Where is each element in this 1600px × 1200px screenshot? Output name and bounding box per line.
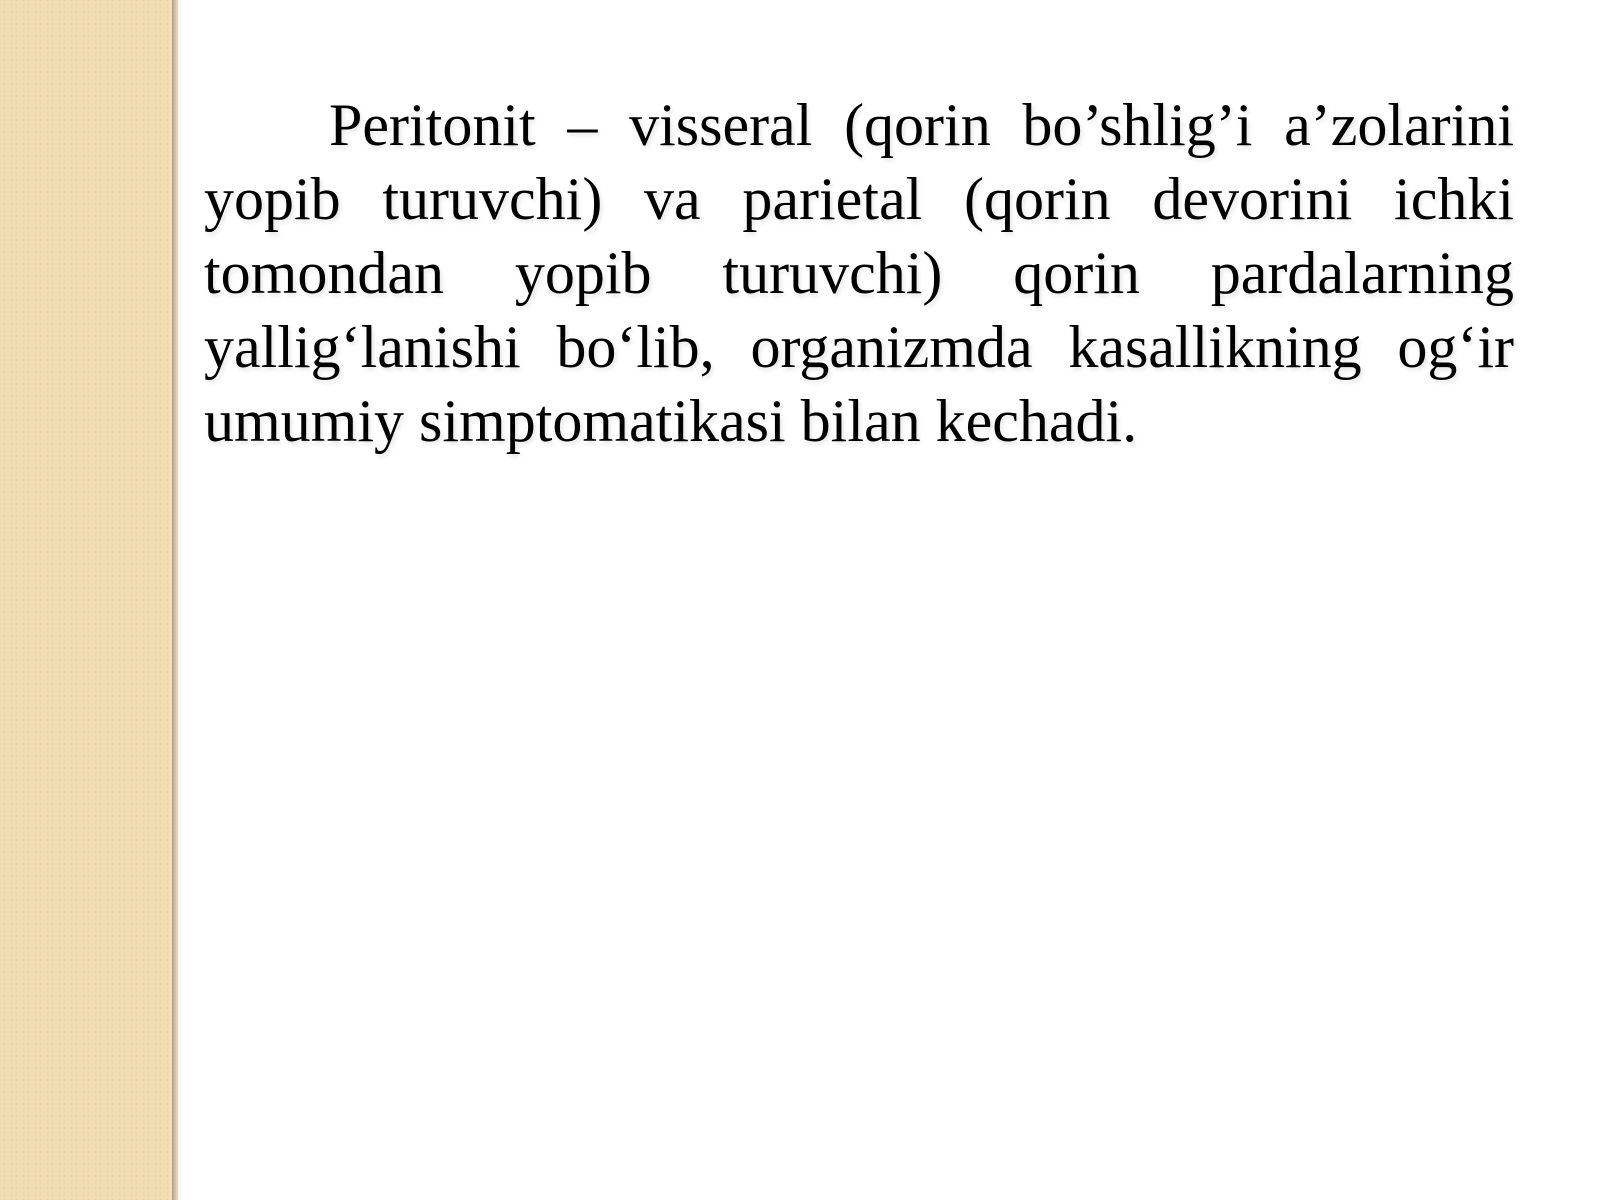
decorative-side-band	[0, 0, 178, 1200]
slide-body-text: Peritonit – visseral (qorin bo’shlig’i a’zolarini yopib turuvchi) va parietal (qorin devorini ichki tomondan yopib turuvchi) qorin pardalarning yallig‘lanishi bo‘lib, organizmda kasallikning og‘ir umumiy simptomatikasi bilan kechadi.	[204, 92, 1514, 454]
side-band-shadow	[172, 0, 182, 1200]
